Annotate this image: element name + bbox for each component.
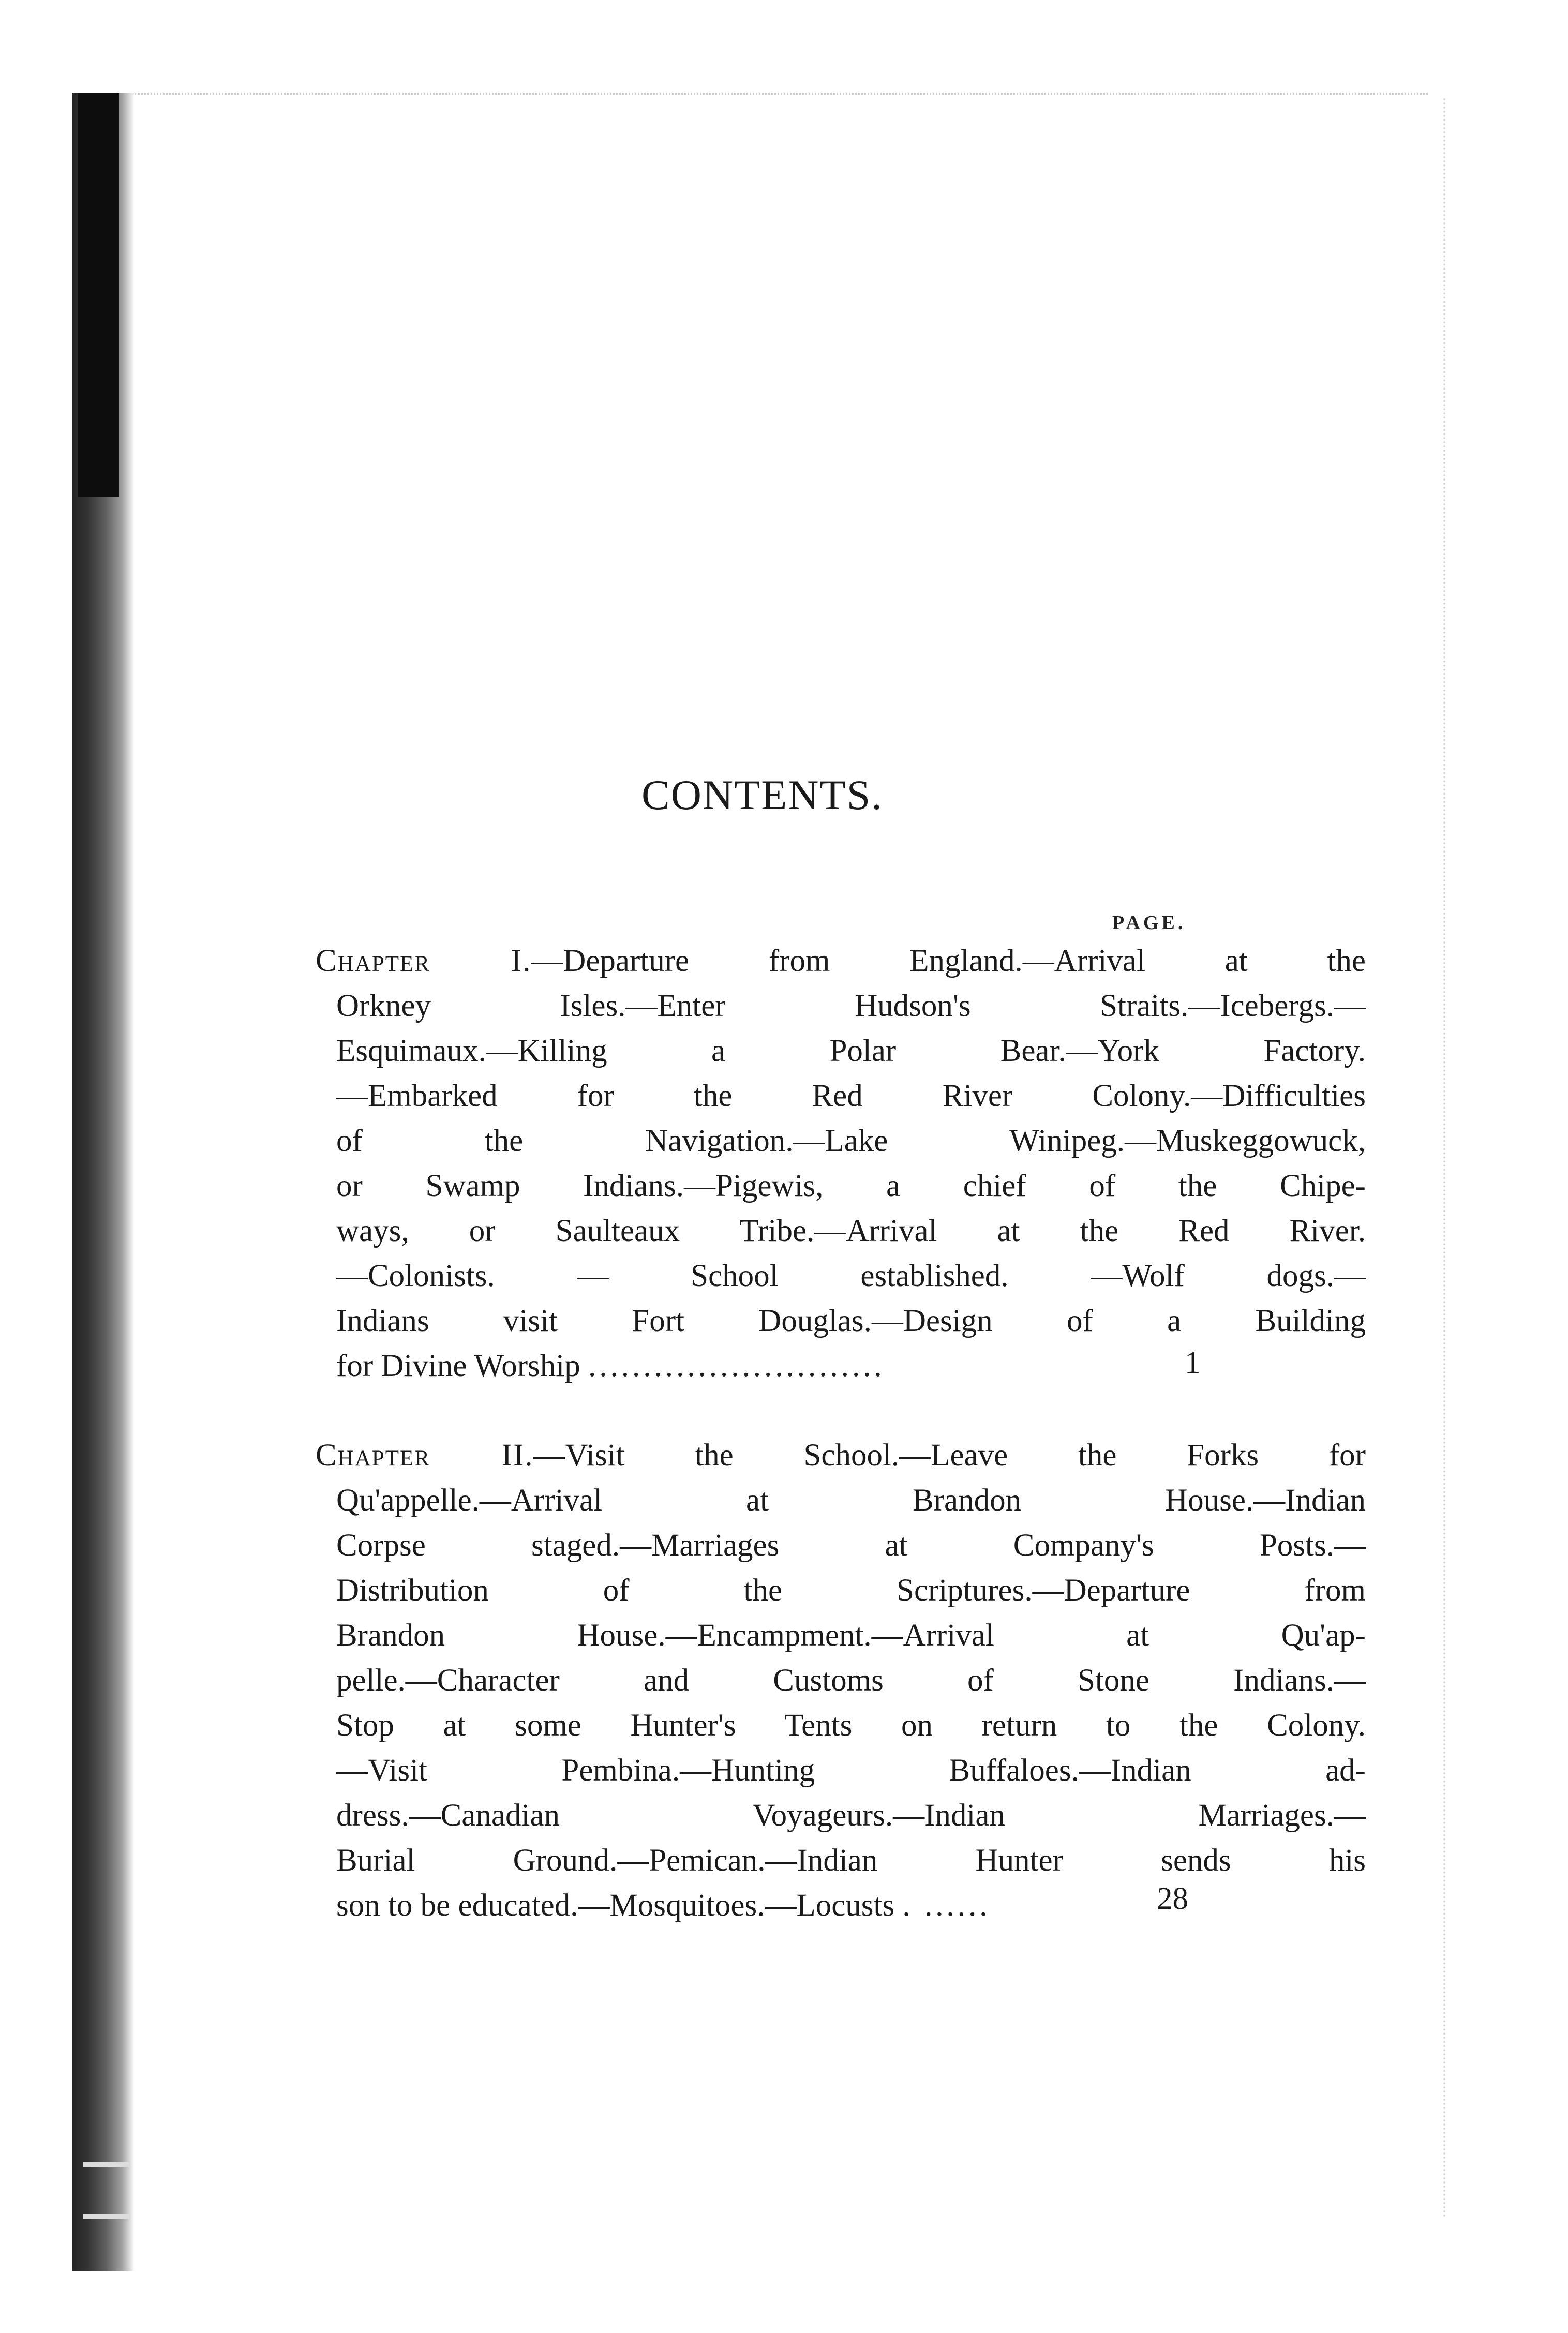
toc-line: of the Navigation.—Lake Winipeg.—Muskeggowuck, xyxy=(336,1124,1366,1158)
toc-line: Burial Ground.—Pemican.—Indian Hunter sends his xyxy=(336,1843,1366,1878)
toc-line: Indians visit Fort Douglas.—Design of a Building xyxy=(336,1304,1366,1338)
toc-line: Distribution of the Scriptures.—Departure from xyxy=(336,1573,1366,1608)
binding-shadow-dark xyxy=(78,93,119,497)
page-top-edge xyxy=(135,93,1428,96)
page-title: CONTENTS. xyxy=(641,771,883,818)
page-number-chapter-1: 1 xyxy=(1185,1345,1201,1380)
chapter-label: Chapter I. xyxy=(316,944,532,978)
chapter-summary-text: —Departure from England.—Arrival at the xyxy=(531,944,1366,978)
toc-line: or Swamp Indians.—Pigewis, a chief of the Chipe- xyxy=(336,1169,1366,1203)
binding-marks xyxy=(83,2162,129,2219)
toc-line: —Colonists. — School established. —Wolf dogs.— xyxy=(336,1259,1366,1293)
toc-line: pelle.—Character and Customs of Stone Indians.— xyxy=(336,1663,1366,1698)
toc-line: dress.—Canadian Voyageurs.—Indian Marriages.— xyxy=(336,1798,1366,1833)
toc-line: Corpse staged.—Marriages at Company's Posts.— xyxy=(336,1528,1366,1563)
toc-line: Esquimaux.—Killing a Polar Bear.—York Factory. xyxy=(336,1034,1366,1068)
toc-line: Brandon House.—Encampment.—Arrival at Qu'ap- xyxy=(336,1618,1366,1653)
toc-line: Qu'appelle.—Arrival at Brandon House.—Indian xyxy=(336,1483,1366,1518)
toc-entry-chapter-1 xyxy=(316,938,1366,1388)
toc-line: ways, or Saulteaux Tribe.—Arrival at the Red River. xyxy=(336,1214,1366,1248)
toc-line-text: for Divine Worship xyxy=(336,1349,580,1383)
toc-line xyxy=(336,1343,1366,1388)
page-column-label: PAGE. xyxy=(1112,912,1186,934)
page-number-chapter-2: 28 xyxy=(1157,1881,1188,1916)
page-right-edge xyxy=(1443,98,1461,2219)
toc-line: —Visit Pembina.—Hunting Buffaloes.—Indian ad- xyxy=(336,1753,1366,1788)
toc-line xyxy=(316,938,1366,983)
toc-line xyxy=(316,1433,1366,1478)
chapter-label: Chapter II. xyxy=(316,1438,534,1473)
toc-line xyxy=(336,1883,1366,1928)
toc-line: Stop at some Hunter's Tents on return to the Colony. xyxy=(336,1708,1366,1743)
dot-leader: ........................... xyxy=(588,1349,885,1383)
dot-leader: . ...... xyxy=(902,1888,991,1923)
toc-line: —Embarked for the Red River Colony.—Difficulties xyxy=(336,1079,1366,1113)
chapter-summary-text: —Visit the School.—Leave the Forks for xyxy=(533,1438,1366,1473)
toc-entry-chapter-2 xyxy=(316,1433,1366,1928)
toc-line: Orkney Isles.—Enter Hudson's Straits.—Icebergs.— xyxy=(336,989,1366,1023)
toc-line-text: son to be educated.—Mosquitoes.—Locusts xyxy=(336,1888,895,1923)
